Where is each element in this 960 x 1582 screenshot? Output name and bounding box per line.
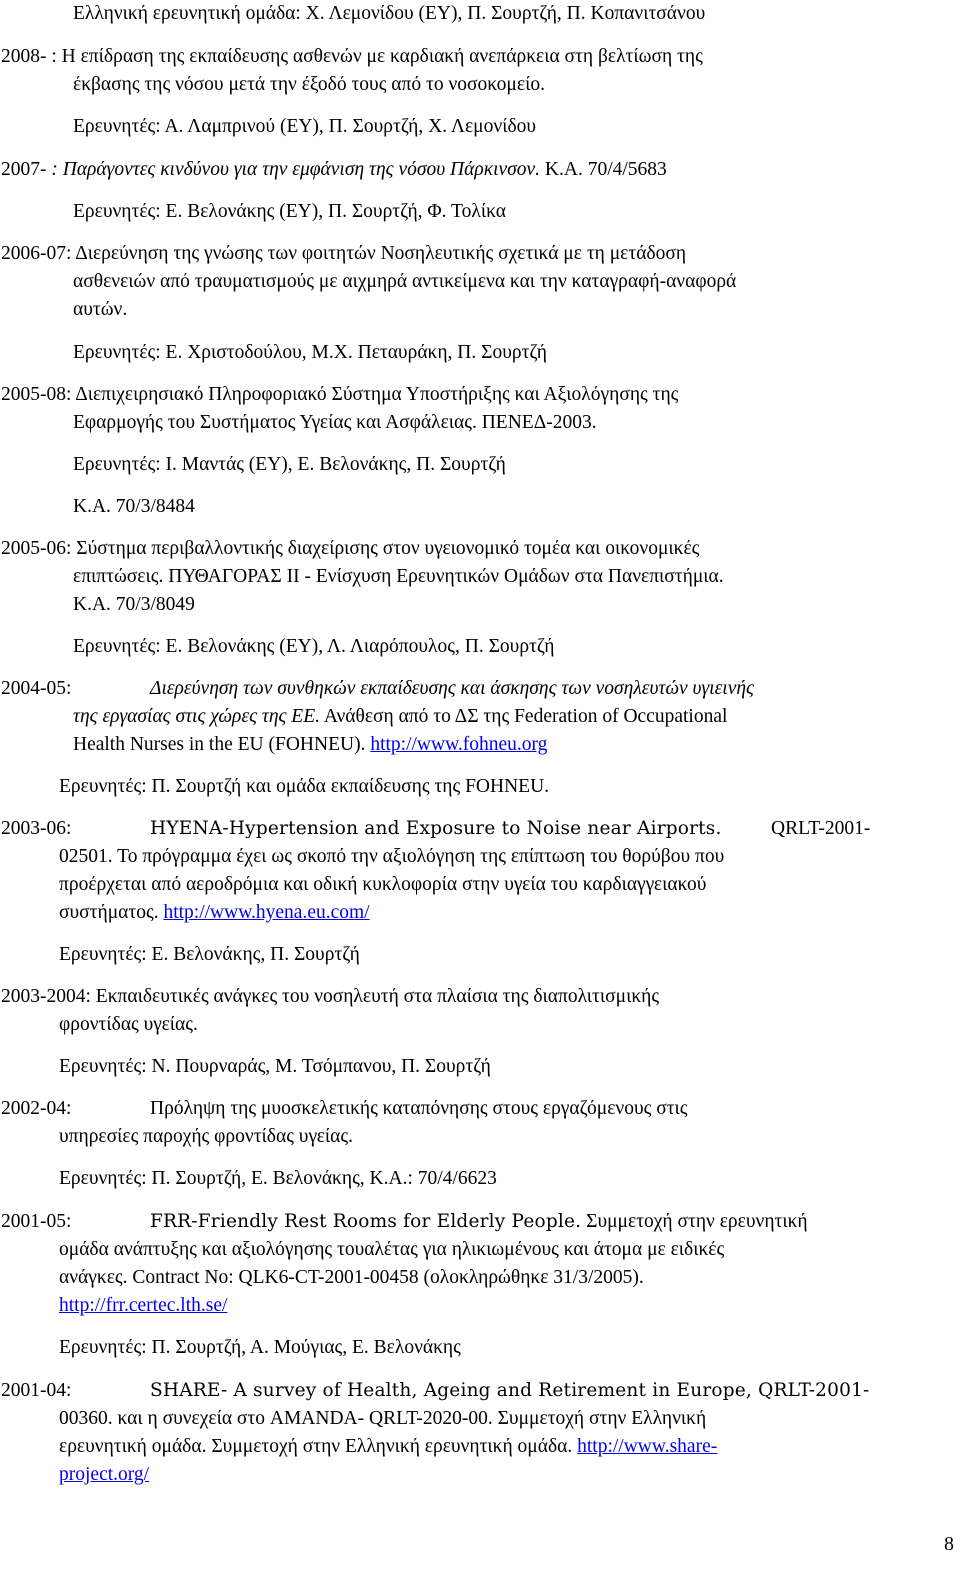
share-link-continued[interactable]: project.org/ (59, 1464, 150, 1485)
project-title: Διερεύνηση των συνθηκών εκπαίδευσης και άσκησης των νοσηλευτών υγιεινής (150, 678, 754, 699)
share-link[interactable]: http://www.share- (577, 1436, 718, 1457)
project-title: SHARE- A survey of Health, Ageing and Retirement in Europe, QRLT-2001- (150, 1380, 870, 1401)
text-line: ομάδα ανάπτυξης και αξιολόγησης τουαλέτας για ηλικιωμένους και άτομα με ειδικές (59, 1239, 725, 1260)
text-line: υπηρεσίες παροχής φροντίδας υγείας. (59, 1126, 353, 1147)
project-heading: 2005-08: Διεπιχειρησιακό Πληροφοριακό Σύστημα Υποστήριξης και Αξιολόγησης της (1, 384, 679, 405)
fohneu-link[interactable]: http://www.fohneu.org (370, 734, 548, 755)
project-heading: 2008- : Η επίδραση της εκπαίδευσης ασθενών με καρδιακή ανεπάρκεια στη βελτίωση της (1, 46, 703, 67)
text-line: Εφαρμογής του Συστήματος Υγείας και Ασφάλειας. ΠΕΝΕΔ-2003. (73, 412, 597, 433)
project-year: 2004-05: (1, 678, 72, 699)
text-line: αυτών. (73, 299, 128, 320)
hyena-link[interactable]: http://www.hyena.eu.com/ (163, 902, 370, 923)
project-year: 2001-04: (1, 1380, 72, 1401)
text-line: της εργασίας στις χώρες της ΕΕ. Ανάθεση από το ΔΣ της Federation of Occupational (73, 706, 728, 727)
project-heading: 2007- : Παράγοντες κινδύνου για την εμφάνιση της νόσου Πάρκινσον. Κ.Α. 70/4/5683 (1, 159, 667, 180)
text-line: ερευνητική ομάδα. Συμμετοχή στην Ελληνική ερευνητική ομάδα. http://www.share- (59, 1436, 718, 1457)
researchers-line: Ερευνητές: Π. Σουρτζή, Ε. Βελονάκης, Κ.Α.: 70/4/6623 (59, 1168, 497, 1189)
text-line: συστήματος. http://www.hyena.eu.com/ (59, 902, 370, 923)
contract-code: QRLT-2001- (771, 818, 871, 839)
researchers-line: Ερευνητές: Α. Λαμπρινού (ΕΥ), Π. Σουρτζή, Χ. Λεμονίδου (73, 116, 537, 137)
text-line: ασθενειών από τραυματισμούς με αιχμηρά αντικείμενα και την καταγραφή-αναφορά (73, 271, 737, 292)
researchers-line: Ερευνητές: Ε. Χριστοδούλου, Μ.Χ. Πεταυράκη, Π. Σουρτζή (73, 342, 547, 363)
text-line: έκβασης της νόσου μετά την έξοδό τους από το νοσοκομείο. (73, 74, 545, 95)
text-line: φροντίδας υγείας. (59, 1014, 198, 1035)
project-year: 2003-06: (1, 818, 72, 839)
researchers-line: Ερευνητές: Ε. Βελονάκης (ΕΥ), Λ. Λιαρόπουλος, Π. Σουρτζή (73, 636, 555, 657)
researchers-line: Ερευνητές: Ε. Βελονάκης, Π. Σουρτζή (59, 944, 360, 965)
text-line: προέρχεται από αεροδρόμια και οδική κυκλοφορία στην υγεία του καρδιαγγειακού (59, 874, 707, 895)
researchers-line: Ερευνητές: Π. Σουρτζή και ομάδα εκπαίδευσης της FOHNEU. (59, 776, 550, 797)
text-line: ανάγκες. Contract No: QLK6-CT-2001-00458 (ολοκληρώθηκε 31/3/2005). (59, 1267, 644, 1288)
text-line: επιπτώσεις. ΠΥΘΑΓΟΡΑΣ ΙΙ - Ενίσχυση Ερευνητικών Ομάδων στα Πανεπιστήμια. (73, 566, 724, 587)
project-title: HYENA-Hypertension and Exposure to Noise near Airports. (150, 818, 722, 839)
text-line: Κ.Α. 70/3/8049 (73, 594, 195, 615)
project-heading: 2006-07: Διερεύνηση της γνώσης των φοιτητών Νοσηλευτικής σχετικά με τη μετάδοση (1, 243, 687, 264)
project-title: FRR-Friendly Rest Rooms for Elderly People. Συμμετοχή στην ερευνητική (150, 1211, 808, 1232)
project-title: Πρόληψη της μυοσκελετικής καταπόνησης στους εργαζόμενους στις (150, 1098, 688, 1119)
page-number: 8 (944, 1533, 954, 1555)
frr-link[interactable]: http://frr.certec.lth.se/ (59, 1295, 228, 1316)
text-line: 00360. και η συνεχεία στο AMANDA- QRLT-2020-00. Συμμετοχή στην Ελληνική (59, 1408, 707, 1429)
text-line: Ελληνική ερευνητική ομάδα: Χ. Λεμονίδου (ΕΥ), Π. Σουρτζή, Π. Κοπανιτσάνου (73, 3, 706, 24)
project-heading: 2003-2004: Εκπαιδευτικές ανάγκες του νοσηλευτή στα πλαίσια της διαπολιτισμικής (1, 986, 660, 1007)
researchers-line: Ερευνητές: Ι. Μαντάς (ΕΥ), Ε. Βελονάκης, Π. Σουρτζή (73, 454, 506, 475)
text-line: 02501. Το πρόγραμμα έχει ως σκοπό την αξιολόγηση της επίπτωση του θορύβου που (59, 846, 725, 867)
text-line: Κ.Α. 70/3/8484 (73, 496, 195, 517)
project-year: 2002-04: (1, 1098, 72, 1119)
project-year: 2001-05: (1, 1211, 72, 1232)
text-line: Health Nurses in the EU (FOHNEU). http://www.fohneu.org (73, 734, 548, 755)
project-heading: 2005-06: Σύστημα περιβαλλοντικής διαχείρισης στον υγειονομικό τομέα και οικονομικές (1, 538, 700, 559)
researchers-line: Ερευνητές: Ε. Βελονάκης (ΕΥ), Π. Σουρτζή, Φ. Τολίκα (73, 201, 506, 222)
researchers-line: Ερευνητές: Ν. Πουρναράς, Μ. Τσόμπανου, Π. Σουρτζή (59, 1056, 491, 1077)
researchers-line: Ερευνητές: Π. Σουρτζή, Α. Μούγιας, Ε. Βελονάκης (59, 1337, 461, 1358)
